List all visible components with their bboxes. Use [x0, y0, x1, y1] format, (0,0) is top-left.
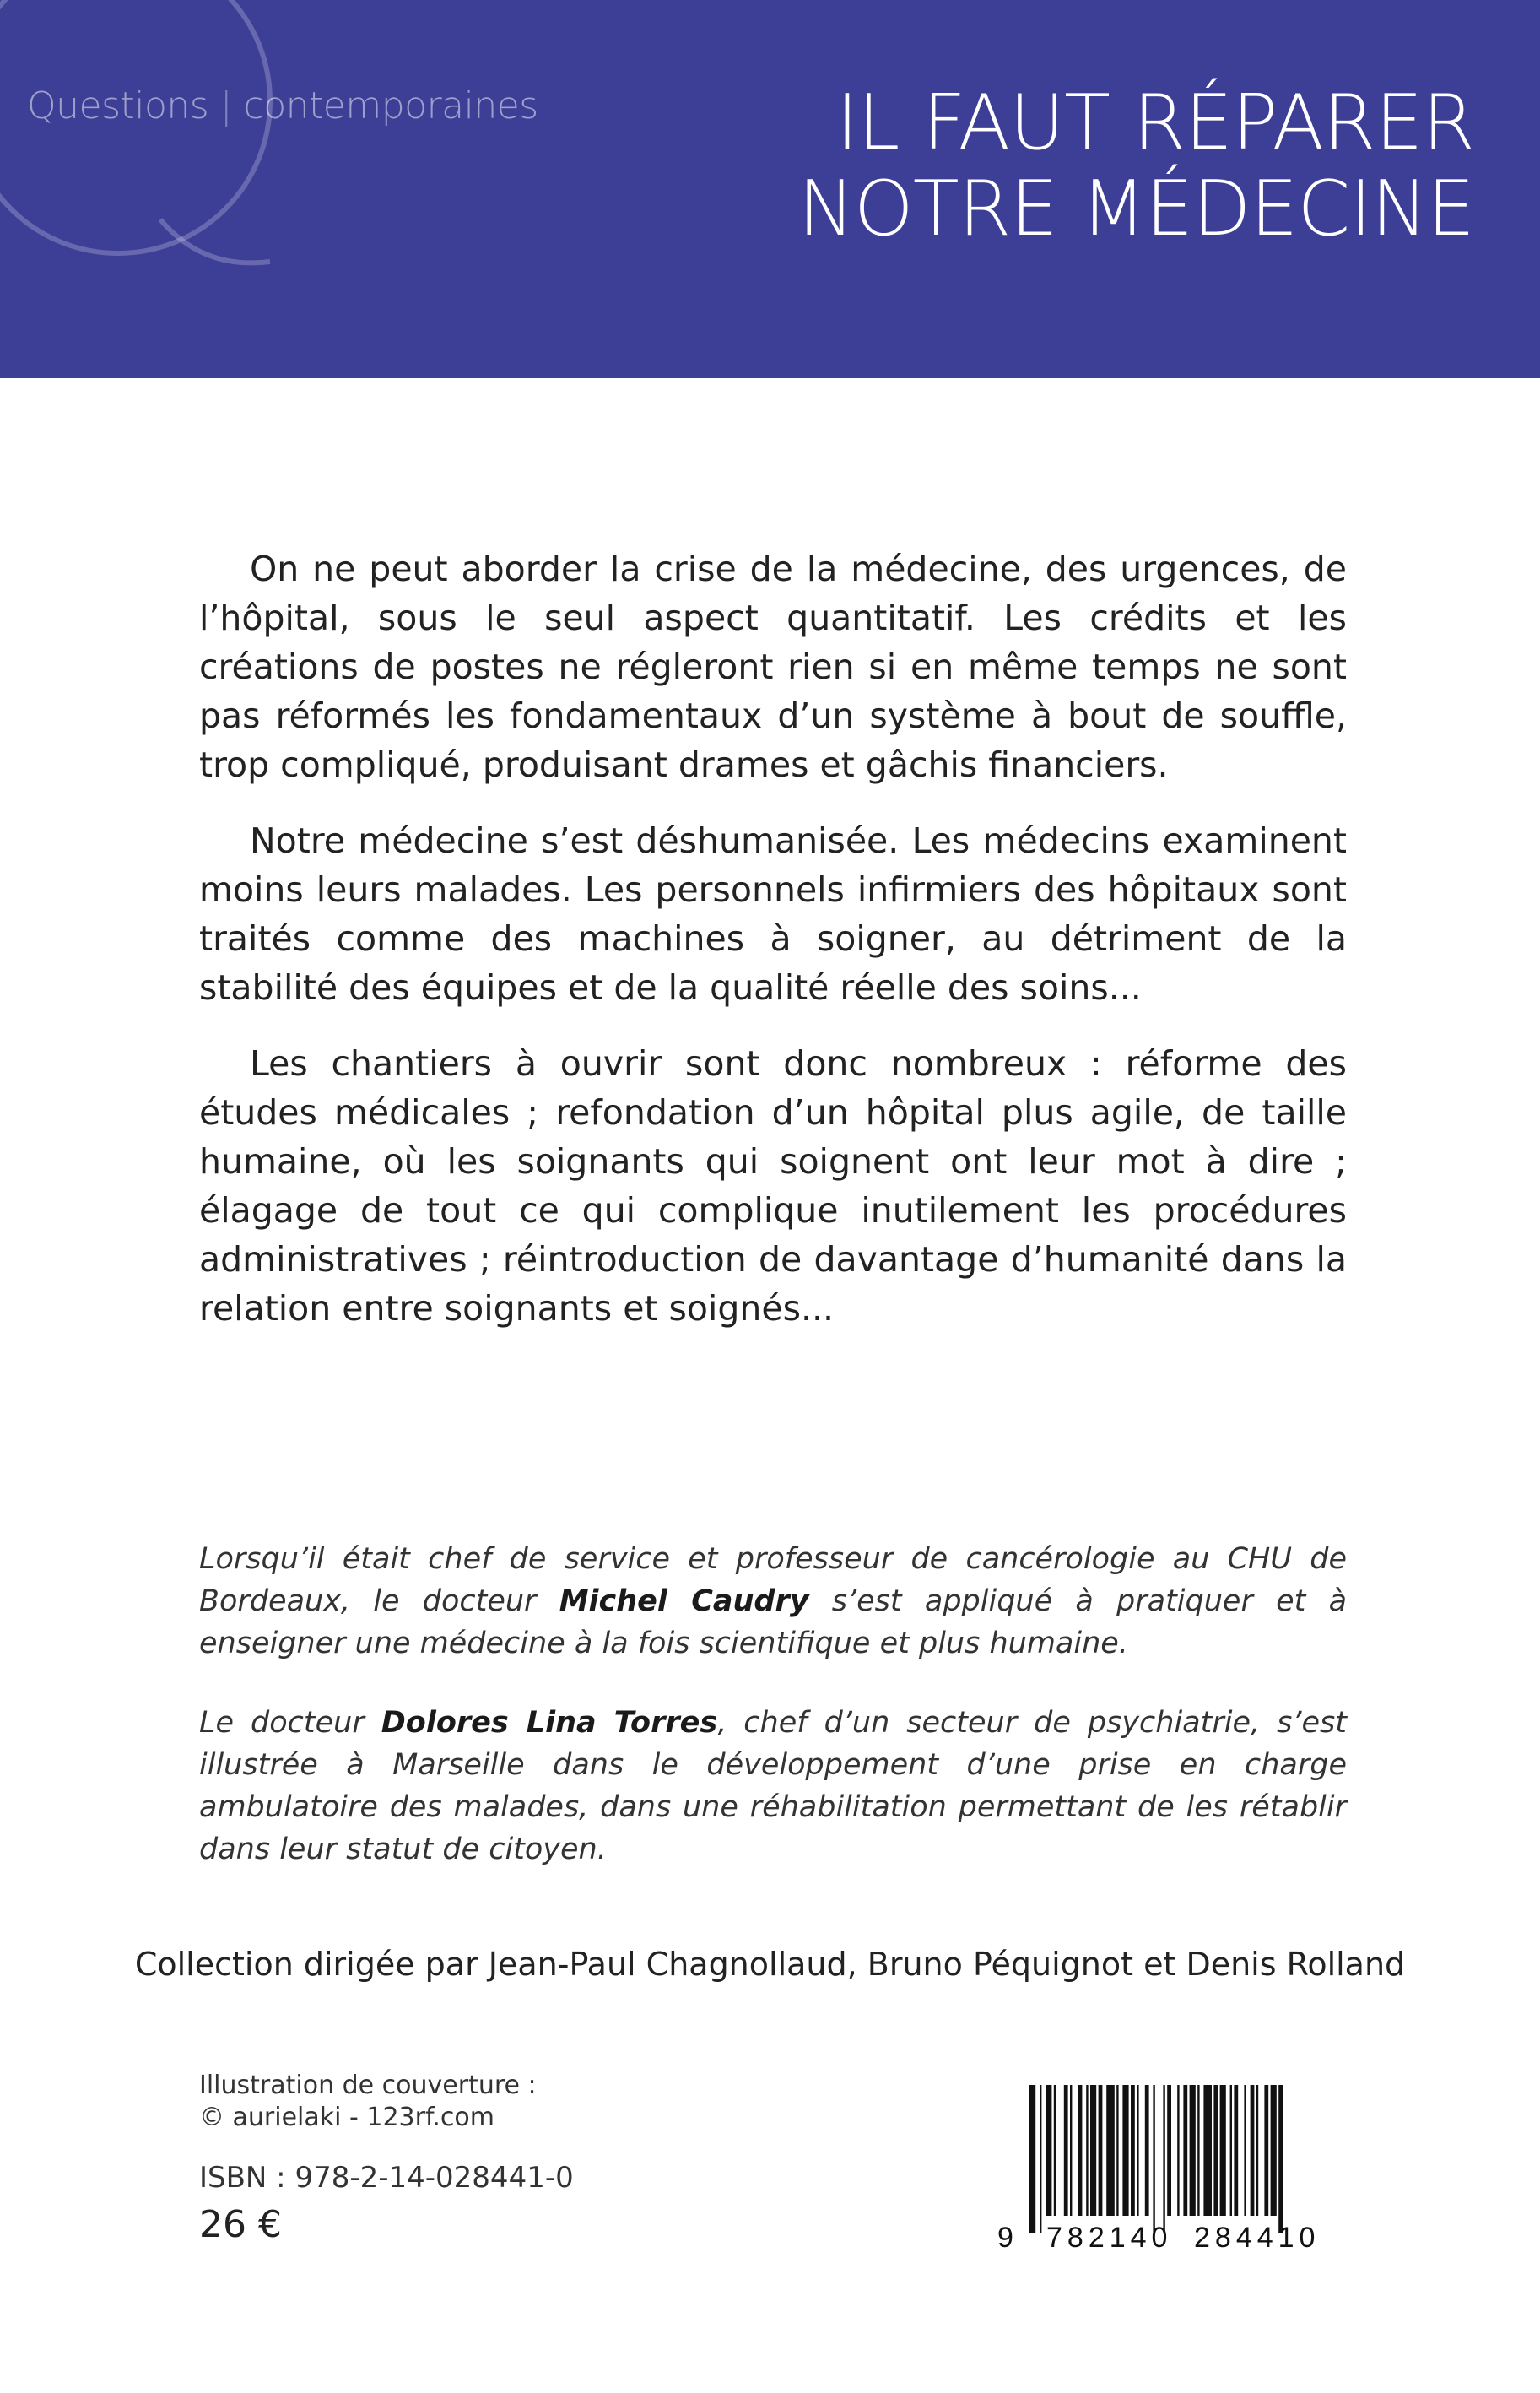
barcode-bar — [1234, 2085, 1238, 2216]
barcode-bar — [1244, 2085, 1246, 2216]
q-letter-logo — [0, 0, 287, 295]
barcode-bar — [1167, 2085, 1171, 2216]
barcode-bar — [1090, 2085, 1096, 2216]
barcode-bar — [1213, 2085, 1218, 2216]
barcode-bar — [1203, 2085, 1212, 2216]
barcode-bar — [1177, 2085, 1179, 2216]
barcode-bar — [1271, 2085, 1277, 2216]
barcode-bars — [1029, 2085, 1283, 2233]
barcode-bar — [1122, 2085, 1128, 2216]
credits-line-2: © aurielaki - 123rf.com — [199, 2103, 494, 2132]
barcode-bar — [1197, 2085, 1199, 2216]
author-name-2: Dolores Lina Torres — [381, 1706, 718, 1740]
barcode-bar — [1078, 2085, 1083, 2216]
title-line-1: IL FAUT RÉPARER — [835, 79, 1474, 167]
collection-editors: Collection dirigée par Jean-Paul Chagnollaud, Bruno Péquignot et Denis Rolland — [134, 1946, 1406, 1983]
series-name — [27, 84, 538, 127]
barcode-bar — [1106, 2085, 1115, 2216]
author-bios — [199, 1538, 1347, 1908]
barcode-bar — [1251, 2085, 1255, 2216]
barcode-bar — [1256, 2085, 1258, 2216]
back-cover-blurb — [199, 544, 1347, 1360]
barcode-bar — [1064, 2085, 1068, 2216]
barcode-bar — [1046, 2085, 1051, 2216]
barcode-bar — [1099, 2085, 1103, 2216]
book-title — [798, 80, 1474, 252]
series-separator: | — [208, 84, 244, 127]
barcode-bar — [1230, 2085, 1232, 2216]
bio-1-text: s’est appliqué à pratiquer et à enseigner une médecine à la fois scientifique et plus humaine. — [199, 1584, 1348, 1660]
isbn-number: ISBN : 978-2-14-028441-0 — [199, 2161, 574, 2195]
bio-1-intro: Lorsqu’il était chef de service et professeur de cancérologie au CHU de Bordeaux, le docteur — [199, 1542, 1347, 1618]
barcode-bar — [1183, 2085, 1187, 2216]
cover-credits — [199, 2070, 537, 2134]
series-word-1: Questions — [27, 84, 209, 127]
barcode-bar — [1220, 2085, 1226, 2216]
barcode-bar — [1029, 2085, 1035, 2233]
barcode-bar — [1054, 2085, 1056, 2216]
credits-line-1: Illustration de couverture : — [199, 2071, 537, 2100]
barcode-bar — [1086, 2085, 1088, 2216]
barcode-bar — [1131, 2085, 1135, 2216]
barcode-bar — [1040, 2085, 1041, 2233]
barcode-digits-left: 782140 — [1046, 2222, 1173, 2254]
barcode-bar — [1163, 2085, 1164, 2233]
barcode-bar — [1070, 2085, 1072, 2216]
author-bio-2 — [199, 1702, 1347, 1871]
cover-header — [0, 0, 1540, 378]
blurb-paragraph-3: Les chantiers à ouvrir sont donc nombreux : réforme des études médicales ; refondation d’un hôpital plus agile, de taille humaine, où les soignants qui soignent ont leur mot à dire ; élagage de tout ce qui complique inutilement les procédures administratives ; réintroduction de davantage d’humanité dans la relation entre soignants et soignés... — [199, 1043, 1347, 1329]
author-bio-1 — [199, 1538, 1347, 1665]
barcode-bar — [1278, 2085, 1283, 2233]
barcode-bar — [1137, 2085, 1138, 2216]
barcode-digits-right: 284410 — [1194, 2222, 1321, 2254]
author-name-1: Michel Caudry — [559, 1584, 809, 1618]
blurb-paragraph-1: On ne peut aborder la crise de la médecine, des urgences, de l’hôpital, sous le seul aspect quantitatif. Les crédits et les créations de postes ne régleront rien si en même temps ne sont pas réformés les fondamentaux d’un système à bout de souffle, trop compliqué, produisant drames et gâchis financiers. — [199, 549, 1347, 785]
barcode-bar — [1116, 2085, 1118, 2216]
barcode-bar — [1264, 2085, 1268, 2216]
bio-2-text: , chef d’un secteur de psychiatrie, s’est illustrée à Marseille dans le développement d’une prise en charge ambulatoire des malades, dans une réhabilitation permettant de les rétablir dans leur statut de citoyen. — [199, 1706, 1347, 1866]
title-line-2: NOTRE MÉDECINE — [797, 165, 1474, 253]
barcode-bar — [1145, 2085, 1149, 2216]
series-word-2: contemporaines — [243, 84, 538, 127]
blurb-paragraph-2: Notre médecine s’est déshumanisée. Les médecins examinent moins leurs malades. Les personnels infirmiers des hôpitaux sont traités comme des machines à soigner, au détriment de la stabilité des équipes et de la qualité réelle des soins... — [199, 820, 1347, 1008]
barcode-bar — [1153, 2085, 1154, 2233]
barcode — [996, 2085, 1342, 2254]
barcode-digit-first: 9 — [997, 2222, 1013, 2254]
bio-2-intro: Le docteur — [199, 1706, 381, 1740]
barcode-bar — [1190, 2085, 1196, 2216]
price: 26 € — [199, 2203, 282, 2246]
